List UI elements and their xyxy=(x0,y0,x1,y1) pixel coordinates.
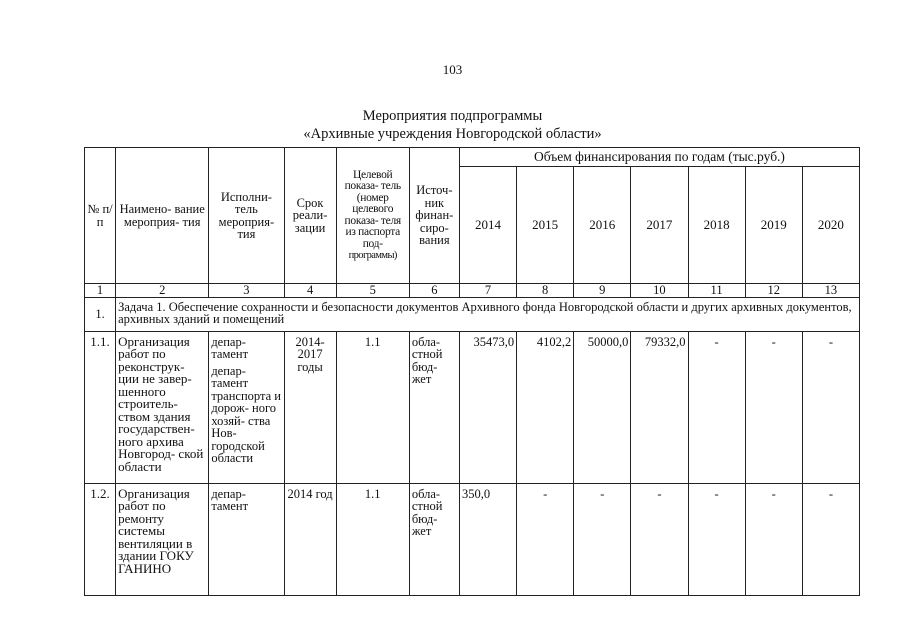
year-2015: 2015 xyxy=(517,167,574,284)
row-value-2019: - xyxy=(745,331,802,483)
row-executor-secondary: депар- тамент транспорта и дорож- ного хозяй- ства Нов- городской области xyxy=(211,363,281,465)
row-term: 2014- 2017 годы xyxy=(284,331,336,483)
task-row xyxy=(85,297,860,331)
header-col-term: Срок реали- зации xyxy=(284,148,336,284)
row-term: 2014 год xyxy=(284,483,336,595)
column-number: 1 xyxy=(85,284,116,298)
row-source: обла- стной бюд- жет xyxy=(409,331,459,483)
column-number: 2 xyxy=(116,284,209,298)
year-2020: 2020 xyxy=(802,167,859,284)
header-col-source: Источ- ник финан- сиро- вания xyxy=(409,148,459,284)
column-number: 5 xyxy=(336,284,409,298)
column-number: 4 xyxy=(284,284,336,298)
row-value-2016: - xyxy=(574,483,631,595)
column-number: 8 xyxy=(517,284,574,298)
task-number: 1. xyxy=(85,297,116,331)
row-measure-name: Организация работ по ремонту системы вентиляции в здании ГОКУ ГАНИНО xyxy=(116,483,209,595)
row-value-2015: 4102,2 xyxy=(517,331,574,483)
header-col-executor: Исполни- тель мероприя- тия xyxy=(209,148,284,284)
year-2017: 2017 xyxy=(631,167,688,284)
row-number: 1.1. xyxy=(85,331,116,483)
row-value-2017: - xyxy=(631,483,688,595)
row-value-2020: - xyxy=(802,483,859,595)
row-executor xyxy=(209,331,284,483)
year-2014: 2014 xyxy=(459,167,516,284)
year-2016: 2016 xyxy=(574,167,631,284)
header-funding: Объем финансирования по годам (тыс.руб.) xyxy=(459,148,859,167)
row-value-2016: 50000,0 xyxy=(574,331,631,483)
task-text: Задача 1. Обеспечение сохранности и безопасности документов Архивного фонда Новгородской области и других архивных документов, архивных зданий и помещений xyxy=(116,297,860,331)
year-2019: 2019 xyxy=(745,167,802,284)
row-value-2014: 350,0 xyxy=(459,483,516,595)
header-col-name: Наимено- вание мероприя- тия xyxy=(116,148,209,284)
column-number: 13 xyxy=(802,284,859,298)
column-number: 12 xyxy=(745,284,802,298)
row-value-2017: 79332,0 xyxy=(631,331,688,483)
year-2018: 2018 xyxy=(688,167,745,284)
row-executor-primary: депар- тамент xyxy=(211,334,249,361)
document-title: Мероприятия подпрограммы xyxy=(362,108,543,124)
header-col-target-tail: программы) xyxy=(348,250,397,261)
row-source: обла- стной бюд- жет xyxy=(409,483,459,595)
table-row xyxy=(85,331,860,483)
page-number: 103 xyxy=(442,62,463,77)
row-target: 1.1 xyxy=(336,483,409,595)
row-value-2018: - xyxy=(688,483,745,595)
column-number: 7 xyxy=(459,284,516,298)
row-value-2018: - xyxy=(688,331,745,483)
column-number: 10 xyxy=(631,284,688,298)
row-target: 1.1 xyxy=(336,331,409,483)
header-col-no: № п/п xyxy=(85,148,116,284)
row-value-2015: - xyxy=(517,483,574,595)
header-row xyxy=(85,148,860,167)
measures-table xyxy=(84,147,860,596)
header-col-target xyxy=(336,148,409,284)
table-row xyxy=(85,483,860,595)
row-value-2019: - xyxy=(745,483,802,595)
document-subtitle: «Архивные учреждения Новгородской области» xyxy=(303,126,602,142)
row-measure-name: Организация работ по реконструк- ции не завер- шенного строитель- ством здания государствен- ного архива Новгород- ской области xyxy=(116,331,209,483)
row-number: 1.2. xyxy=(85,483,116,595)
header-col-target-main: Целевой показа- тель (номер целевого показа- теля из паспорта под- xyxy=(344,168,401,250)
column-number: 11 xyxy=(688,284,745,298)
column-number: 6 xyxy=(409,284,459,298)
row-executor: депар- тамент xyxy=(209,483,284,595)
column-numbers-row xyxy=(85,284,860,298)
column-number: 3 xyxy=(209,284,284,298)
row-value-2014: 35473,0 xyxy=(459,331,516,483)
column-number: 9 xyxy=(574,284,631,298)
row-value-2020: - xyxy=(802,331,859,483)
